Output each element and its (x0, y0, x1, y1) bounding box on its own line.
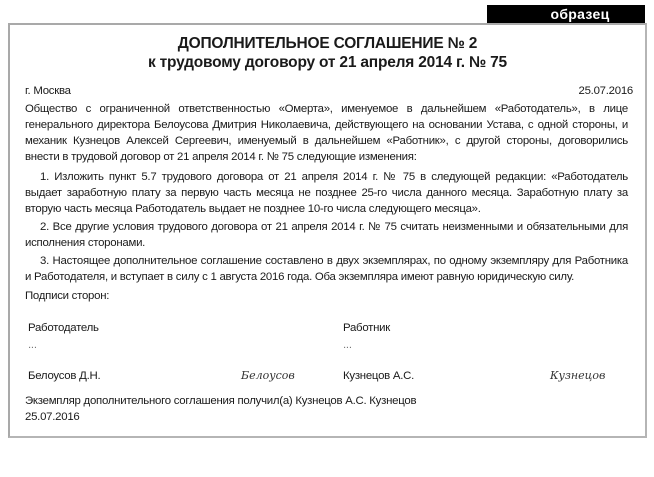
document-subtitle: к трудовому договору от 21 апреля 2014 г. № 75 (148, 54, 507, 71)
clause-2: 2. Все другие условия трудового договора от 21 апреля 2014 г. № 75 считать неизменными и обязательными для исполнения сторонами. (25, 221, 628, 249)
document-date: 25.07.2016 (578, 85, 633, 97)
employee-label: Работник (343, 322, 391, 334)
employer-signature: Белоусов (241, 369, 295, 382)
sample-badge: образец (487, 5, 645, 23)
signatures-heading: Подписи сторон: (25, 290, 110, 302)
clause-3: 3. Настоящее дополнительное соглашение составлено в двух экземплярах, по одному экземпляру для Работника и Работодателя, и вступает в силу с 1 августа 2016 года. Оба экземпляра имеют равную юридическую силу. (25, 255, 628, 283)
clause-1: 1. Изложить пункт 5.7 трудового договора от 21 апреля 2014 г. № 75 в следующей редакции: «Работодатель выдает заработную плату за первую часть месяца не позднее 25-го числа данного месяца. Заработную плату за вторую часть месяца Работодатель выдает не позднее 10-го числа следующего месяца». (25, 171, 628, 215)
receipt-date: 25.07.2016 (25, 411, 80, 423)
employer-name: Белоусов Д.Н. (28, 370, 101, 382)
employer-placeholder: ... (28, 339, 37, 351)
document-frame (8, 23, 647, 438)
preamble: Общество с ограниченной ответственностью «Омерта», именуемое в дальнейшем «Работодатель», в лице генерального директора Белоусова Дмитрия Николаевича, действующего на основании Устава, с одной стороны, и механик Кузнецов Алексей Сергеевич, именуемый в дальнейшем «Работник», с другой стороны, договорились внести в трудовой договор от 21 апреля 2014 г. № 75 следующие изменения: (25, 103, 628, 163)
employee-signature: Кузнецов (550, 369, 606, 382)
city: г. Москва (25, 85, 71, 97)
employer-label: Работодатель (28, 322, 99, 334)
employee-placeholder: ... (343, 339, 352, 351)
document-title: ДОПОЛНИТЕЛЬНОЕ СОГЛАШЕНИЕ № 2 (177, 35, 478, 52)
receipt-note: Экземпляр дополнительного соглашения получил(а) Кузнецов А.С. Кузнецов (25, 395, 417, 407)
employee-name: Кузнецов А.С. (343, 370, 415, 382)
